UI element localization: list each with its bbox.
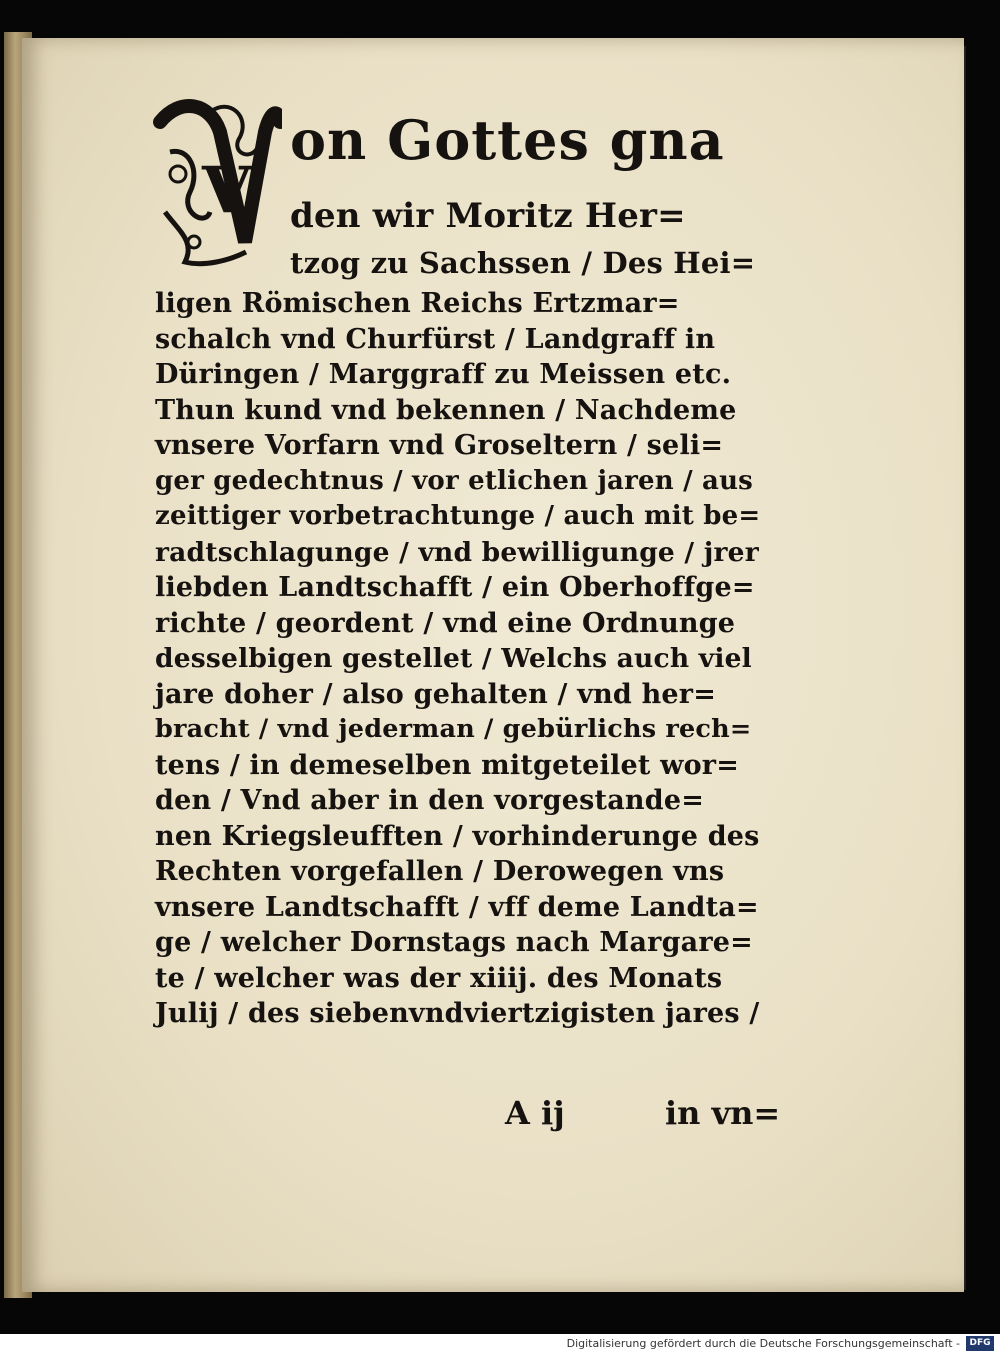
text-line: Düringen / Marggraff zu Meissen etc. [155,359,732,390]
text-line: Julij / des siebenvndviertzigisten jares / [155,998,760,1029]
text-line: ger gedechtnus / vor etlichen jaren / aus [155,465,754,496]
text-line: den wir Moritz Her= [290,196,686,236]
signature-mark: A ij [505,1094,565,1132]
text-line: liebden Landtschafft / ein Oberhoffge= [155,572,755,603]
text-line: ge / welcher Dornstags nach Margare= [155,927,753,958]
text-line: radtschlagunge / vnd bewilligunge / jrer [155,536,759,568]
text-line: ligen Römischen Reichs Ertzmar= [155,288,680,319]
initial-letter-glyph: V [202,153,252,228]
text-line: tens / in demeselben mitgeteilet wor= [155,749,740,781]
initial-v-ornament [150,92,282,282]
text-line: jare doher / also gehalten / vnd her= [155,678,717,710]
text-line: schalch vnd Churfürst / Landgraff in [155,323,716,355]
text-line: Rechten vorgefallen / Derowegen vns [155,856,725,887]
text-line: nen Kriegsleufften / vorhinderunge des [155,820,760,852]
catchword: in vn= [665,1094,781,1132]
text-line: Thun kund vnd bekennen / Nachdeme [155,394,737,426]
funding-credit: Digitalisierung gefördert durch die Deutsche Forschungsgemeinschaft - [566,1337,960,1350]
text-line: den / Vnd aber in den vorgestande= [155,785,705,816]
text-line: vnsere Landtschafft / vff deme Landta= [155,891,759,923]
footer-bar [0,1334,1000,1354]
text-line: te / welcher was der xiiij. des Monats [155,962,723,994]
dfg-logo: DFG [966,1336,994,1351]
text-line: tzog zu Sachssen / Des Hei= [290,246,756,280]
text-line: zeittiger vorbetrachtunge / auch mit be= [155,501,761,531]
decorated-initial-letter [150,92,282,282]
text-line: on Gottes gna [290,108,725,172]
text-line: richte / geordent / vnd eine Ordnunge [155,607,736,639]
text-line: bracht / vnd jederman / gebürlichs rech= [155,714,752,744]
text-line: vnsere Vorfarn vnd Groseltern / seli= [155,430,724,461]
text-line: desselbigen gestellet / Welchs auch viel [155,643,752,674]
